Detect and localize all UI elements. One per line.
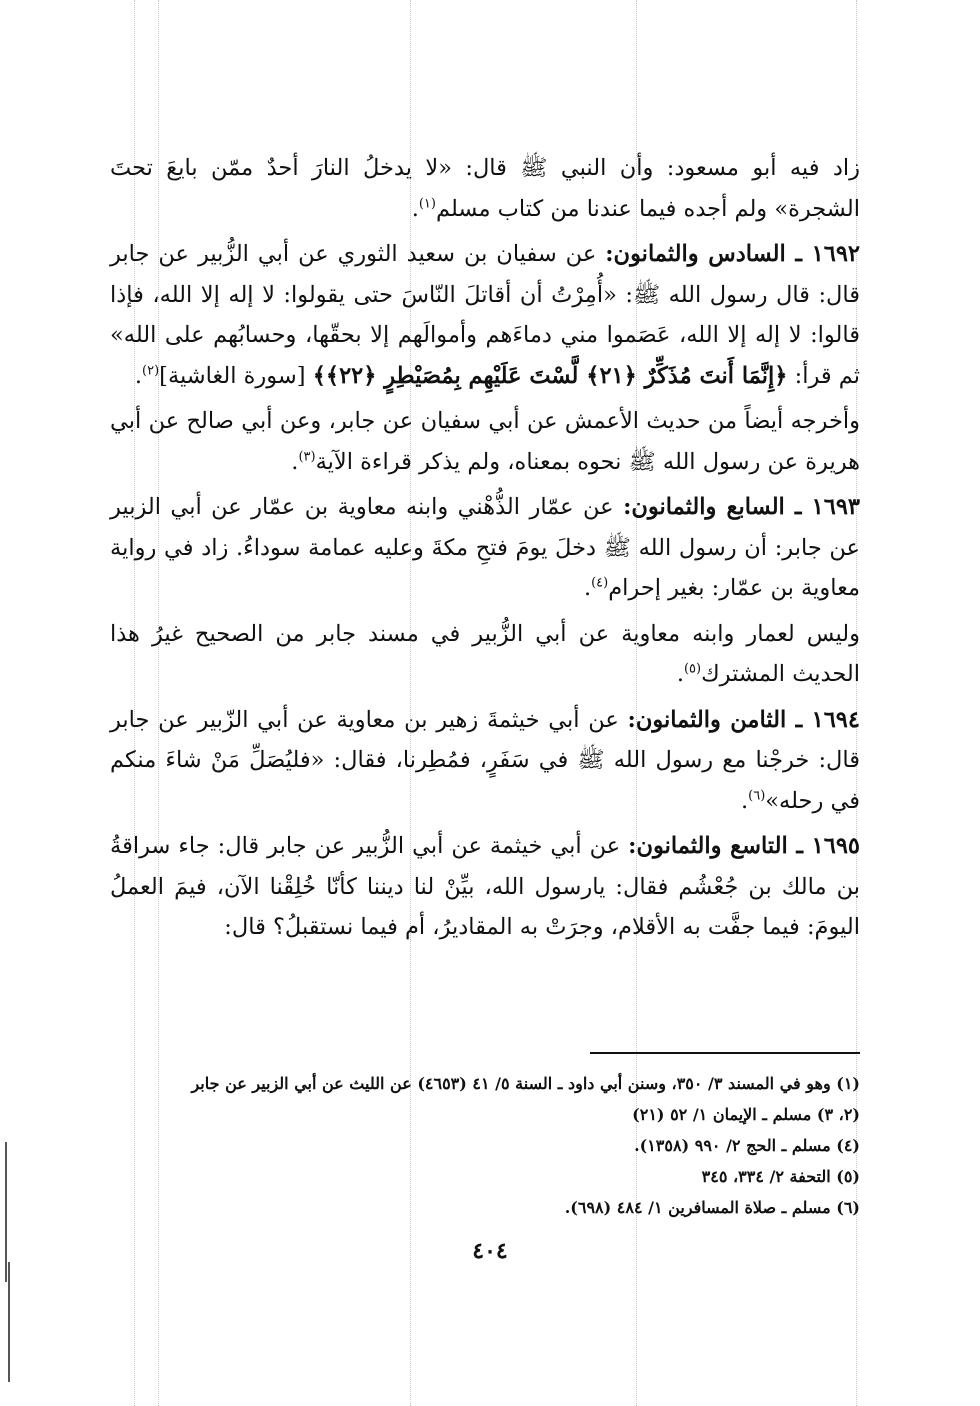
paragraph-1693: ١٦٩٣ ـ السابع والثمانون: عن عمّار الذُّهْني وابنه معاوية بن عمّار عن أبي الزبير عن جابر: أن رسول الله ﷺ دخلَ يومَ فتحِ مكةَ وعليه عمامة سوداءُ. زاد في رواية معاوية بن عمّار: بغير إحرام$^{(٤)}$.	[110, 494, 860, 601]
footnote: (٤) مسلم ـ الحج ٢/ ٩٩٠ (١٣٥٨).	[634, 1136, 860, 1155]
footnote-ref: (٤)	[591, 575, 609, 591]
footnotes	[110, 1068, 860, 1223]
footnote: (٦) مسلم ـ صلاة المسافرين ١/ ٤٨٤ (٦٩٨).	[564, 1198, 860, 1217]
footnote: (٢، ٣) مسلم ـ الإيمان ١/ ٥٢ (٢١)	[632, 1105, 860, 1124]
scan-edge-mark	[8, 1262, 10, 1382]
footnote: (٥) التحفة ٢/ ٣٣٤، ٣٤٥	[701, 1167, 860, 1186]
main-text	[110, 148, 860, 953]
paragraph-1694: ١٦٩٤ ـ الثامن والثمانون: عن أبي خيثمةَ زهير بن معاوية عن أبي الزّبير عن جابر قال: خرجْنا مع رسول الله ﷺ في سَفَرٍ، فمُطِرنا، فقال: «فليُصَلِّ مَنْ شاءَ منكم في رحله»$^{(٦)}$.	[110, 706, 860, 814]
paragraph-1: زاد فيه أبو مسعود: وأن النبي ﷺ قال: «لا يدخلُ النارَ أحدٌ ممّن بايعَ تحتَ الشجرة» ولم أجده فيما عندنا من كتاب مسلم$^{(١)}$.	[110, 155, 860, 222]
footnote-ref: (٥)	[683, 661, 702, 677]
footnote-separator	[590, 1052, 860, 1054]
hadith-number-heading: ١٦٩٥ ـ التاسع والثمانون:	[628, 833, 861, 859]
paragraph-1695: ١٦٩٥ ـ التاسع والثمانون: عن أبي خيثمة عن أبي الزُّبير عن جابر قال: جاء سراقةُ بن مالك بن جُعْشُم فقال: يارسول الله، بيِّنْ لنا ديننا كأنّا خُلِقْنا الآن، فيمَ العملُ اليومَ: فيما جفَّت به الأقلام، وجرَتْ به المقاديرُ، أم فيما نستقبلُ؟ قال:	[110, 833, 861, 940]
hadith-number-heading: ١٦٩٤ ـ الثامن والثمانون:	[627, 706, 860, 733]
quran-verse: ﴿إِنَّمَا أَنتَ مُذَكِّرٌ ﴿٢١﴾ لَّسْتَ عَلَيْهِم بِمُصَيْطِرٍ ﴿٢٢﴾﴾	[312, 362, 788, 389]
scan-edge-mark	[5, 1142, 7, 1282]
paragraph-note: وأخرجه أيضاً من حديث الأعمش عن أبي سفيان عن جابر، وعن أبي صالح عن أبي هريرة عن رسول الله ﷺ نحوه بمعناه، ولم يذكر قراءة الآية$^{(٣)}$.	[110, 408, 860, 475]
footnote-ref: (٦)	[748, 788, 766, 803]
hadith-number-heading: ١٦٩٣ ـ السابع والثمانون:	[623, 494, 860, 520]
hadith-number-heading: ١٦٩٢ ـ السادس والثمانون:	[605, 241, 861, 267]
paragraph-1692: ١٦٩٢ ـ السادس والثمانون: عن سفيان بن سعيد الثوري عن أبي الزُّبير عن جابر قال: قال رسول الله ﷺ: «أُمِرْتُ أن أقاتلَ النّاسَ حتى يقولوا: لا إله إلا الله، فإذا قالوا: لا إله إلا الله، عَصَموا مني دماءَهم وأموالَهم إلا بحقّها، وحسابُهم على الله» ثم قرأ: ﴿إِنَّمَا أَنتَ مُذَكِّرٌ ﴿٢١﴾ لَّسْتَ عَلَيْهِم بِمُصَيْطِرٍ ﴿٢٢﴾﴾ [سورة الغاشية]$^{(٢)}$.	[110, 241, 861, 389]
page-number: ٤٠٤	[472, 1238, 508, 1264]
footnote: (١) وهو في المسند ٣/ ٣٥٠، وسنن أبي داود ـ السنة ٥/ ٤١ (٤٦٥٣) عن الليث عن أبي الزبير عن جابر	[191, 1074, 860, 1093]
footnote-ref: (٢)	[142, 363, 160, 378]
footnote-ref: (١)	[418, 196, 436, 211]
paragraph-note: وليس لعمار وابنه معاوية عن أبي الزُّبير في مسند جابر من الصحيح غيرُ هذا الحديث المشترك$^{(٥)}$.	[110, 620, 860, 687]
footnote-ref: (٣)	[298, 449, 316, 464]
